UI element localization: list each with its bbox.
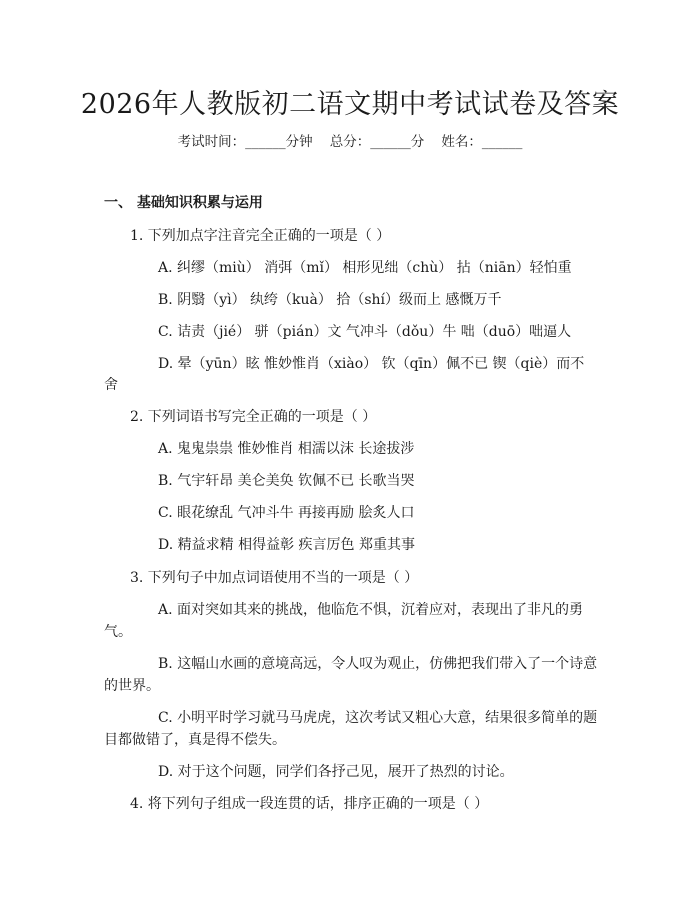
question-3-option-b-continued: 的世界。 <box>104 678 160 694</box>
question-1-option-d: D. 晕（yūn）眩 惟妙惟肖（xiào） 钦（qīn）佩不已 锲（qiè）而不 <box>158 356 585 372</box>
question-3-option-c-continued: 目都做错了，真是得不偿失。 <box>104 732 286 748</box>
question-2-option-b: B. 气宇轩昂 美仑美奂 钦佩不已 长歌当哭 <box>158 473 415 489</box>
question-3-option-d: D. 对于这个问题，同学们各抒己见，展开了热烈的讨论。 <box>158 764 514 780</box>
question-4-stem: 4. 将下列句子组成一段连贯的话，排序正确的一项是（ ） <box>130 796 489 812</box>
question-2-stem: 2. 下列词语书写完全正确的一项是（ ） <box>130 409 377 425</box>
question-1-stem: 1. 下列加点字注音完全正确的一项是（ ） <box>130 228 391 244</box>
question-1-option-d-continued: 舍 <box>104 377 118 393</box>
section-heading: 一、 基础知识积累与运用 <box>104 195 263 211</box>
question-1-option-c: C. 诘责（jié） 骈（pián）文 气冲斗（dǒu）牛 咄（duō）咄逼人 <box>158 324 572 340</box>
question-3-option-b: B. 这幅山水画的意境高远，令人叹为观止，仿佛把我们带入了一个诗意 <box>158 656 598 672</box>
question-3-option-c: C. 小明平时学习就马马虎虎，这次考试又粗心大意，结果很多简单的题 <box>158 710 598 726</box>
question-2-option-a: A. 鬼鬼祟祟 惟妙惟肖 相濡以沫 长途拔涉 <box>158 441 415 457</box>
question-3-option-a-continued: 气。 <box>104 624 132 640</box>
question-1-option-a: A. 纠缪（miù） 消弭（mǐ） 相形见绌（chù） 拈（niān）轻怕重 <box>158 260 572 276</box>
question-2-option-d: D. 精益求精 相得益彰 疾言厉色 郑重其事 <box>158 537 415 553</box>
question-1-option-b: B. 阴翳（yì） 纨绔（kuà） 拾（shí）级而上 感慨万千 <box>158 292 502 308</box>
question-3-option-a: A. 面对突如其来的挑战，他临危不惧，沉着应对，表现出了非凡的勇 <box>158 602 584 618</box>
exam-meta-line: 考试时间：______分钟 总分：______分 姓名：______ <box>177 134 523 150</box>
question-2-option-c: C. 眼花缭乱 气冲斗牛 再接再励 脍炙人口 <box>158 505 415 521</box>
page-title: 2026年人教版初二语文期中考试试卷及答案 <box>80 89 620 120</box>
question-3-stem: 3. 下列句子中加点词语使用不当的一项是（ ） <box>130 570 419 586</box>
